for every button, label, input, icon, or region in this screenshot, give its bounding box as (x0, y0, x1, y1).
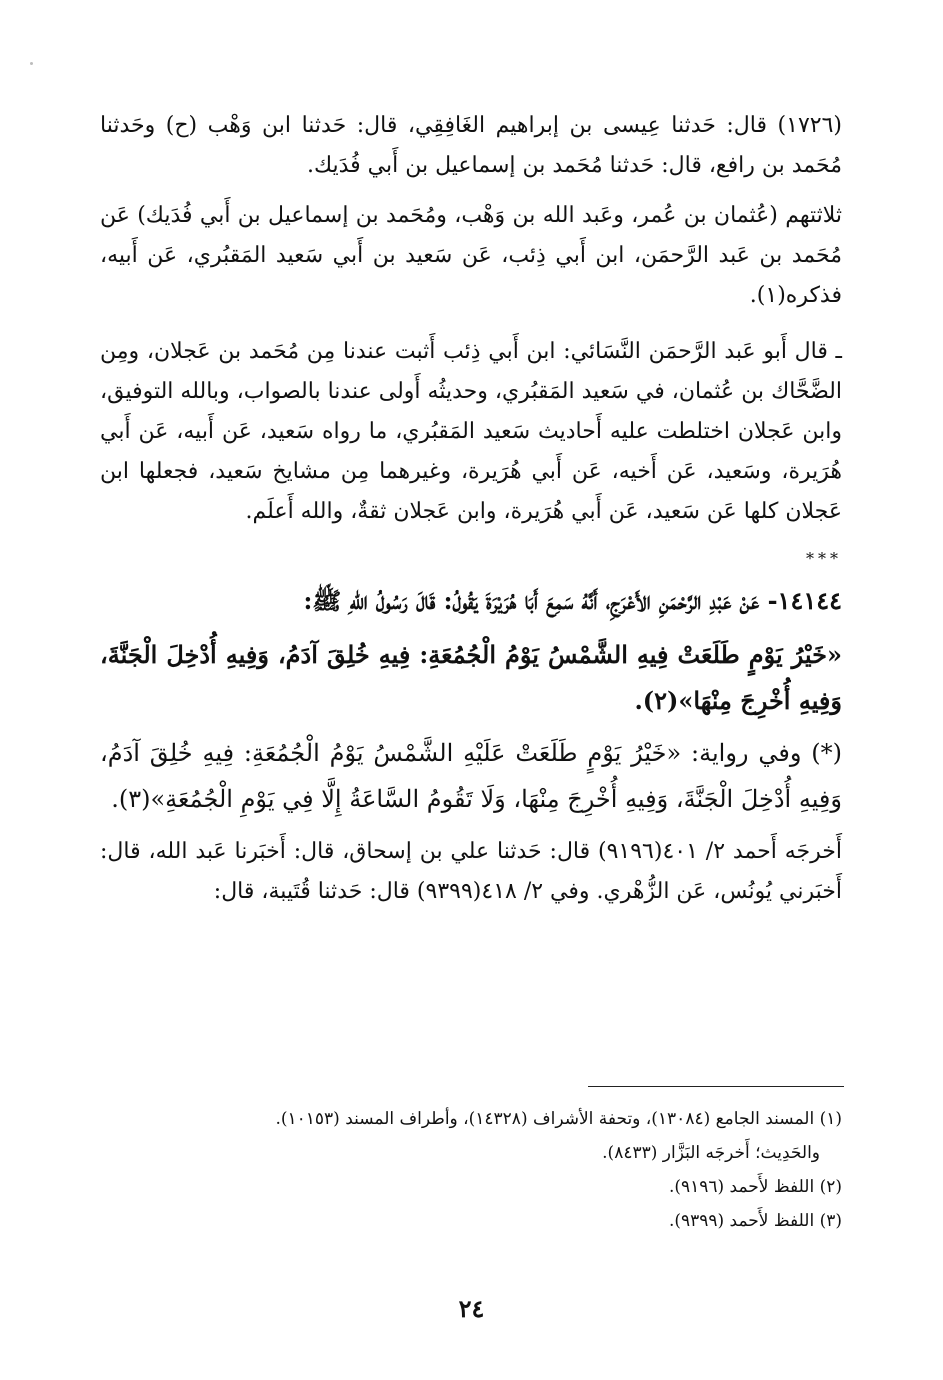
hadith-heading: ١٤١٤٤- عَنْ عَبْدِ الرَّحْمَنِ الأَعْرَجِ، أَنَّهُ سَمِعَ أَبَا هُرَيْرَةَ يَقُولُ: قَالَ رَسُولُ اللهِ ﷺ: (303, 586, 842, 615)
section-separator: *** (806, 549, 842, 568)
chain-summary-paragraph: ثلاثتهم (عُثمان بن عُمر، وعَبد الله بن وَهْب، ومُحَمد بن إسماعيل بن أَبي فُدَيك) عَن مُحَمد بن عَبد الرَّحمَن، ابن أَبي ذِئب، عَن سَعيد بن أَبي سَعيد المَقبُري، عَن أَبيه، فذكره(١). (100, 203, 842, 308)
takhrij-paragraph: أَخرجَه أَحمد ٢/ ٤٠١(٩١٩٦) قال: حَدثنا علي بن إسحاق، قال: أَخبَرنا عَبد الله، قال: أَخبَرني يُونُس، عَن الزُّهْري. وفي ٢/ ٤١٨(٩٣٩٩) قال: حَدثنا قُتَيبة، قال: (100, 839, 843, 904)
footnote-1-continuation: والحَدِيث؛ أَخرجَه البَزَّار (٨٤٣٣). (602, 1143, 820, 1163)
page-number: ٢٤ (458, 1294, 485, 1323)
footnote-1: (١) المسند الجامع (١٣٠٨٤)، وتحفة الأشراف (١٤٣٢٨)، وأطراف المسند (١٠١٥٣). (275, 1109, 842, 1129)
scan-speck (30, 62, 33, 65)
footnotes-block (100, 1102, 842, 1238)
nasai-comment-paragraph: ـ قال أَبو عَبد الرَّحمَن النَّسَائي: ابن أَبي ذِئب أَثبت عندنا مِن مُحَمد بن عَجلان، ومِن الضَّحَّاك بن عُثمان، في سَعيد المَقبُري، وحديثُه أَولى عندنا بالصواب، وبالله التوفيق، وابن عَجلان اختلطت عليه أَحاديث سَعيد المَقبُري، ما رواه سَعيد، عَن أَبيه، عَن أَبي هُرَيرة، وسَعيد، عَن أَخيه، عَن أَبي هُرَيرة، وغيرهما مِن مشايخ سَعيد، فجعلها ابن عَجلان كلها عَن سَعيد، عَن أَبي هُرَيرة، وابن عَجلان ثقةٌ، والله أَعلَم. (100, 339, 842, 524)
footnote-divider (588, 1086, 844, 1087)
footnote-2: (٢) اللفظ لأَحمد (٩١٩٦). (668, 1177, 842, 1197)
footnote-3: (٣) اللفظ لأَحمد (٩٣٩٩). (668, 1211, 842, 1231)
main-text-block (100, 106, 842, 912)
hadith-text: «خَيْرُ يَوْمٍ طَلَعَتْ فِيهِ الشَّمْسُ يَوْمُ الْجُمُعَةِ: فِيهِ خُلِقَ آدَمُ، وَفِيهِ أُدْخِلَ الْجَنَّةَ، وَفِيهِ أُخْرِجَ مِنْهَا»(٢). (100, 640, 842, 715)
narration-paragraph: (١٧٢٦) قال: حَدثنا عِيسى بن إبراهيم الغَافِقِي، قال: حَدثنا ابن وَهْب (ح) وحَدثنا مُحَمد بن رافع، قال: حَدثنا مُحَمد بن إسماعيل بن أَبي فُدَيك. (100, 113, 842, 178)
riwaya-paragraph: (*) وفي رواية: «خَيْرُ يَوْمٍ طَلَعَتْ عَلَيْهِ الشَّمْسُ يَوْمُ الْجُمُعَةِ: فِيهِ خُلِقَ آدَمُ، وَفِيهِ أُدْخِلَ الْجَنَّةَ، وَفِيهِ أُخْرِجَ مِنْهَا، وَلَا تَقُومُ السَّاعَةُ إِلَّا فِي يَوْمِ الْجُمُعَةِ»(٣). (100, 739, 842, 813)
